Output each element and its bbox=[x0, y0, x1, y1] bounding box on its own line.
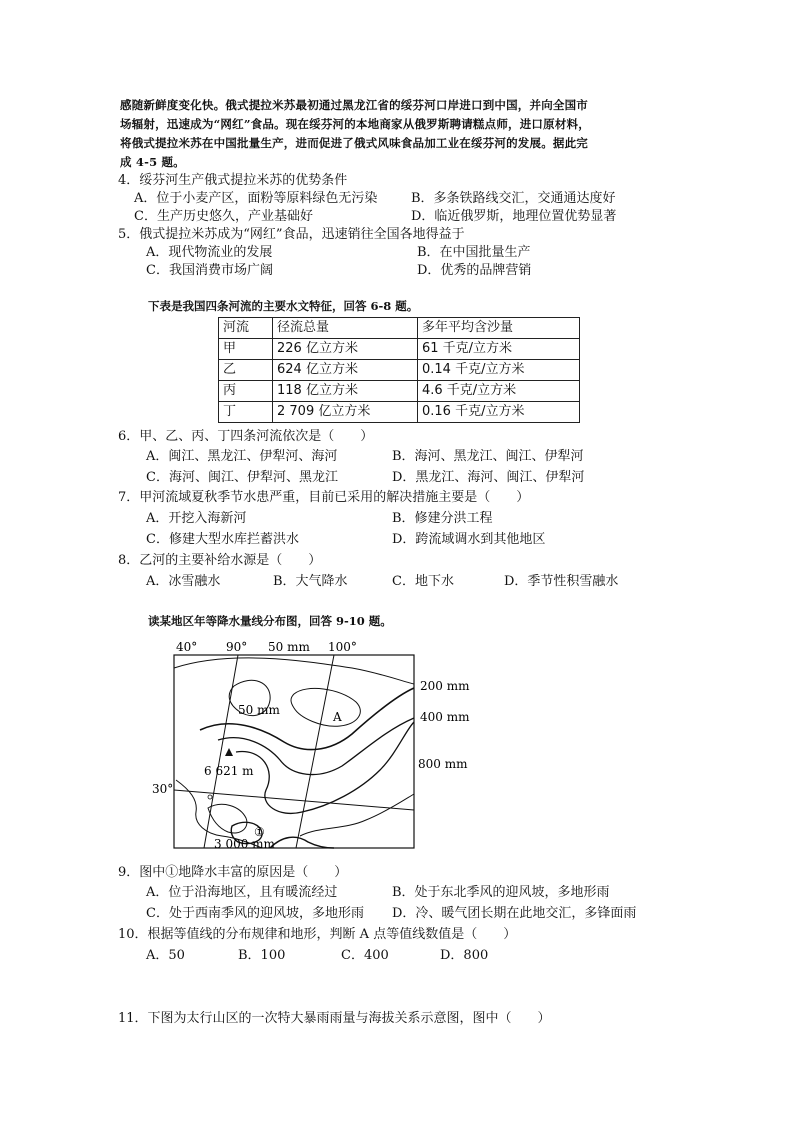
map-label-peak: 6 621 m bbox=[204, 764, 254, 778]
table-cell: 226 亿立方米 bbox=[273, 339, 418, 360]
q6-option-a[interactable]: A．闽江、黑龙江、伊犁河、海河 bbox=[146, 449, 338, 464]
q8-option-a[interactable]: A．冰雪融水 bbox=[146, 574, 221, 589]
table-cell: 甲 bbox=[219, 339, 273, 360]
table-lead: 下表是我国四条河流的主要水文特征，回答 6-8 题。 bbox=[148, 299, 419, 313]
map-label-lat-30: 30° bbox=[152, 782, 174, 796]
q4-stem: 4．绥芬河生产俄式提拉米苏的优势条件 bbox=[118, 173, 348, 188]
q5-option-d[interactable]: D．优秀的品牌营销 bbox=[417, 263, 532, 278]
q9-option-d[interactable]: D．冷、暖气团长期在此地交汇，多锋面雨 bbox=[392, 906, 637, 921]
q10-option-d[interactable]: D．800 bbox=[440, 948, 489, 963]
q7-stem: 7．甲河流域夏秋季节水患严重，目前已采用的解决措施主要是（ ） bbox=[118, 490, 530, 505]
q9-option-a[interactable]: A．位于沿海地区，且有暖流经过 bbox=[146, 885, 338, 900]
table-cell: 乙 bbox=[219, 360, 273, 381]
map-label-iso-3000: 3 000 mm bbox=[214, 837, 275, 851]
map-label-marker-1: ① bbox=[254, 825, 265, 839]
q6-stem: 6．甲、乙、丙、丁四条河流依次是（ ） bbox=[118, 429, 374, 444]
q4-option-a[interactable]: A．位于小麦产区，面粉等原料绿色无污染 bbox=[134, 191, 378, 206]
q8-stem: 8．乙河的主要补给水源是（ ） bbox=[118, 553, 322, 568]
table-header: 河流 bbox=[219, 318, 273, 339]
intro-line-4: 成 4-5 题。 bbox=[120, 155, 185, 169]
q4-option-c[interactable]: C．生产历史悠久，产业基础好 bbox=[134, 209, 313, 224]
table-cell: 丁 bbox=[219, 402, 273, 423]
q5-option-b[interactable]: B．在中国批量生产 bbox=[417, 245, 531, 260]
q5-stem: 5．俄式提拉米苏成为“网红”食品，迅速销往全国各地得益于 bbox=[118, 227, 465, 242]
q4-option-b[interactable]: B．多条铁路线交汇，交通通达度好 bbox=[411, 191, 616, 206]
q5-option-a[interactable]: A．现代物流业的发展 bbox=[146, 245, 273, 260]
q9-option-b[interactable]: B．处于东北季风的迎风坡，多地形雨 bbox=[392, 885, 610, 900]
table-header: 多年平均含沙量 bbox=[418, 318, 580, 339]
intro-line-2: 场辐射，迅速成为“网红”食品。现在绥芬河的本地商家从俄罗斯聘请糕点师，进口原材料， bbox=[120, 117, 590, 131]
table-cell: 2 709 亿立方米 bbox=[273, 402, 418, 423]
map-label-lon-40: 40° bbox=[176, 640, 198, 654]
q8-option-d[interactable]: D．季节性积雪融水 bbox=[504, 574, 619, 589]
table-cell: 0.16 千克/立方米 bbox=[418, 402, 580, 423]
map-label-inner-iso: 50 mm bbox=[238, 703, 280, 717]
q6-option-b[interactable]: B．海河、黑龙江、闽江、伊犁河 bbox=[392, 449, 584, 464]
q7-option-a[interactable]: A．开挖入海新河 bbox=[146, 511, 247, 526]
map-label-iso-200: 200 mm bbox=[420, 679, 470, 693]
map-label-top-iso: 50 mm bbox=[268, 640, 310, 654]
map-label-iso-800: 800 mm bbox=[418, 757, 468, 771]
q9-stem: 9．图中①地降水丰富的原因是（ ） bbox=[118, 865, 348, 880]
map-lead: 读某地区年等降水量线分布图，回答 9-10 题。 bbox=[148, 614, 392, 628]
table-cell: 61 千克/立方米 bbox=[418, 339, 580, 360]
map-label-iso-400: 400 mm bbox=[420, 710, 470, 724]
table-cell: 4.6 千克/立方米 bbox=[418, 381, 580, 402]
table-header: 径流总量 bbox=[273, 318, 418, 339]
table-cell: 118 亿立方米 bbox=[273, 381, 418, 402]
q5-option-c[interactable]: C．我国消费市场广阔 bbox=[146, 263, 273, 278]
table-cell: 0.14 千克/立方米 bbox=[418, 360, 580, 381]
table-cell: 丙 bbox=[219, 381, 273, 402]
q7-option-c[interactable]: C．修建大型水库拦蓄洪水 bbox=[146, 532, 299, 547]
q9-option-c[interactable]: C．处于西南季风的迎风坡，多地形雨 bbox=[146, 906, 364, 921]
q8-option-b[interactable]: B．大气降水 bbox=[273, 574, 348, 589]
q10-option-c[interactable]: C．400 bbox=[341, 948, 389, 963]
q10-stem: 10．根据等值线的分布规律和地形，判断 A 点等值线数值是（ ） bbox=[118, 927, 517, 942]
q6-option-c[interactable]: C．海河、闽江、伊犁河、黑龙江 bbox=[146, 470, 338, 485]
q4-option-d[interactable]: D．临近俄罗斯，地理位置优势显著 bbox=[411, 209, 617, 224]
q10-option-b[interactable]: B．100 bbox=[238, 948, 286, 963]
map-label-lon-90: 90° bbox=[226, 640, 248, 654]
q11-stem: 11．下图为太行山区的一次特大暴雨雨量与海拔关系示意图，图中（ ） bbox=[118, 1011, 551, 1026]
map-label-lon-100: 100° bbox=[328, 640, 357, 654]
intro-line-1: 感随新鲜度变化快。俄式提拉米苏最初通过黑龙江省的绥芬河口岸进口到中国，并向全国市 bbox=[120, 98, 588, 112]
intro-line-3: 将俄式提拉米苏在中国批量生产，进而促进了俄式风味食品加工业在绥芬河的发展。据此完 bbox=[120, 136, 588, 150]
table-cell: 624 亿立方米 bbox=[273, 360, 418, 381]
q10-option-a[interactable]: A．50 bbox=[146, 948, 185, 963]
map-label-point-a: A bbox=[333, 710, 342, 724]
q7-option-b[interactable]: B．修建分洪工程 bbox=[392, 511, 493, 526]
q7-option-d[interactable]: D．跨流域调水到其他地区 bbox=[392, 532, 546, 547]
q6-option-d[interactable]: D．黑龙江、海河、闽江、伊犁河 bbox=[392, 470, 585, 485]
q8-option-c[interactable]: C．地下水 bbox=[392, 574, 454, 589]
